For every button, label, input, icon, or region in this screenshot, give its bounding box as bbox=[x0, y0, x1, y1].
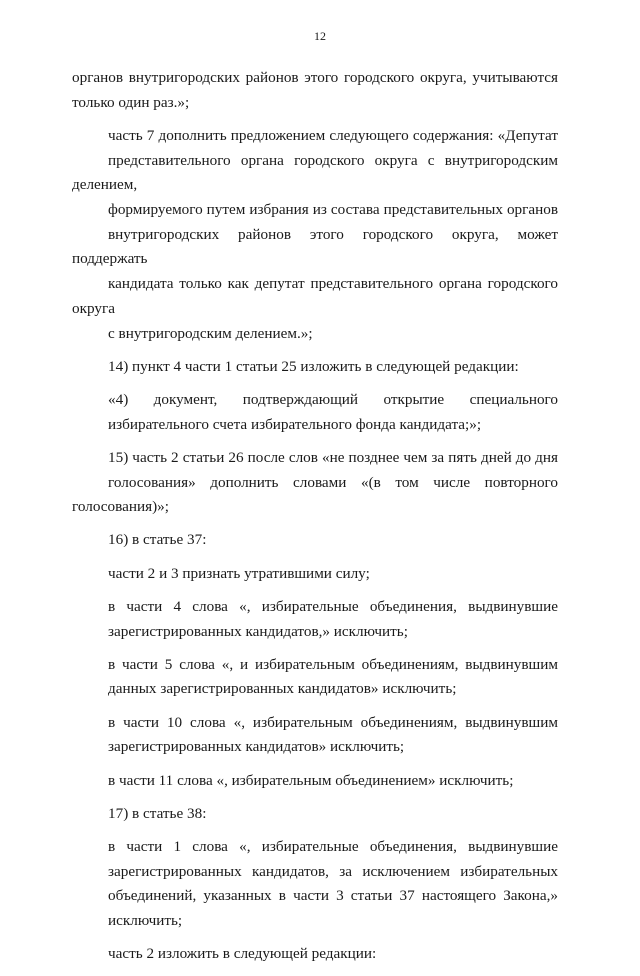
text-line: часть 7 дополнить предложением следующего содержания: «Депутат bbox=[108, 126, 558, 144]
paragraph-3 bbox=[72, 355, 558, 380]
text-line: в части 11 слова «, избирательным объединением» исключить; bbox=[108, 771, 514, 789]
text-line: «4) документ, подтверждающий открытие специального bbox=[108, 390, 558, 408]
text-line: формируемого путем избрания из состава представительных органов bbox=[108, 201, 558, 219]
paragraph-12 bbox=[72, 802, 558, 827]
text-line: 14) пункт 4 части 1 статьи 25 изложить в следующей редакции: bbox=[108, 357, 519, 375]
text-line: в части 5 слова «, и избирательным объединениям, выдвинувшим bbox=[108, 655, 558, 673]
paragraph-6 bbox=[72, 528, 558, 553]
text-line: представительного органа городского округа с внутригородским делением, bbox=[72, 151, 558, 194]
paragraph-9 bbox=[72, 653, 558, 702]
text-line: 16) в статье 37: bbox=[108, 531, 207, 549]
paragraph-2 bbox=[72, 124, 558, 346]
text-line: в части 4 слова «, избирательные объединения, выдвинувшие bbox=[108, 597, 558, 615]
document-body bbox=[72, 66, 558, 976]
paragraph-8 bbox=[72, 595, 558, 644]
text-line: исключить; bbox=[108, 912, 183, 930]
text-line: только один раз.»; bbox=[72, 93, 190, 111]
text-line: в части 1 слова «, избирательные объединения, выдвинувшие bbox=[108, 837, 558, 855]
paragraph-7 bbox=[72, 562, 558, 587]
text-line: части 2 и 3 признать утратившими силу; bbox=[108, 564, 370, 582]
page-number: 12 bbox=[314, 29, 326, 43]
text-line: зарегистрированных кандидатов, за исключением избирательных bbox=[108, 862, 558, 880]
text-line: органов внутригородских районов этого городского округа, учитываются bbox=[72, 69, 558, 86]
paragraph-5 bbox=[72, 446, 558, 520]
text-line: внутригородских районов этого городского округа, может поддержать bbox=[72, 225, 558, 268]
paragraph-1 bbox=[72, 66, 558, 115]
paragraph-14 bbox=[72, 942, 558, 967]
text-line: избирательного счета избирательного фонда кандидата;»; bbox=[108, 415, 482, 433]
text-line: часть 2 изложить в следующей редакции: bbox=[108, 945, 377, 963]
text-line: зарегистрированных кандидатов,» исключить; bbox=[108, 622, 408, 640]
text-line: 15) часть 2 статьи 26 после слов «не позднее чем за пять дней до дня bbox=[108, 448, 558, 466]
text-line: в части 10 слова «, избирательным объединениям, выдвинувшим bbox=[108, 713, 558, 731]
paragraph-4 bbox=[72, 388, 558, 437]
paragraph-10 bbox=[72, 711, 558, 760]
text-line: с внутригородским делением.»; bbox=[108, 324, 313, 342]
text-line: голосования» дополнить словами «(в том числе повторного голосования)»; bbox=[72, 473, 558, 516]
paragraph-13 bbox=[72, 835, 558, 934]
text-line: зарегистрированных кандидатов» исключить; bbox=[108, 738, 405, 756]
text-line: объединений, указанных в части 3 статьи 37 настоящего Закона,» bbox=[108, 887, 558, 905]
text-line: кандидата только как депутат представительного органа городского округа bbox=[72, 275, 558, 317]
paragraph-11 bbox=[72, 769, 558, 794]
text-line: данных зарегистрированных кандидатов» исключить; bbox=[108, 680, 457, 698]
text-line: 17) в статье 38: bbox=[108, 804, 207, 822]
